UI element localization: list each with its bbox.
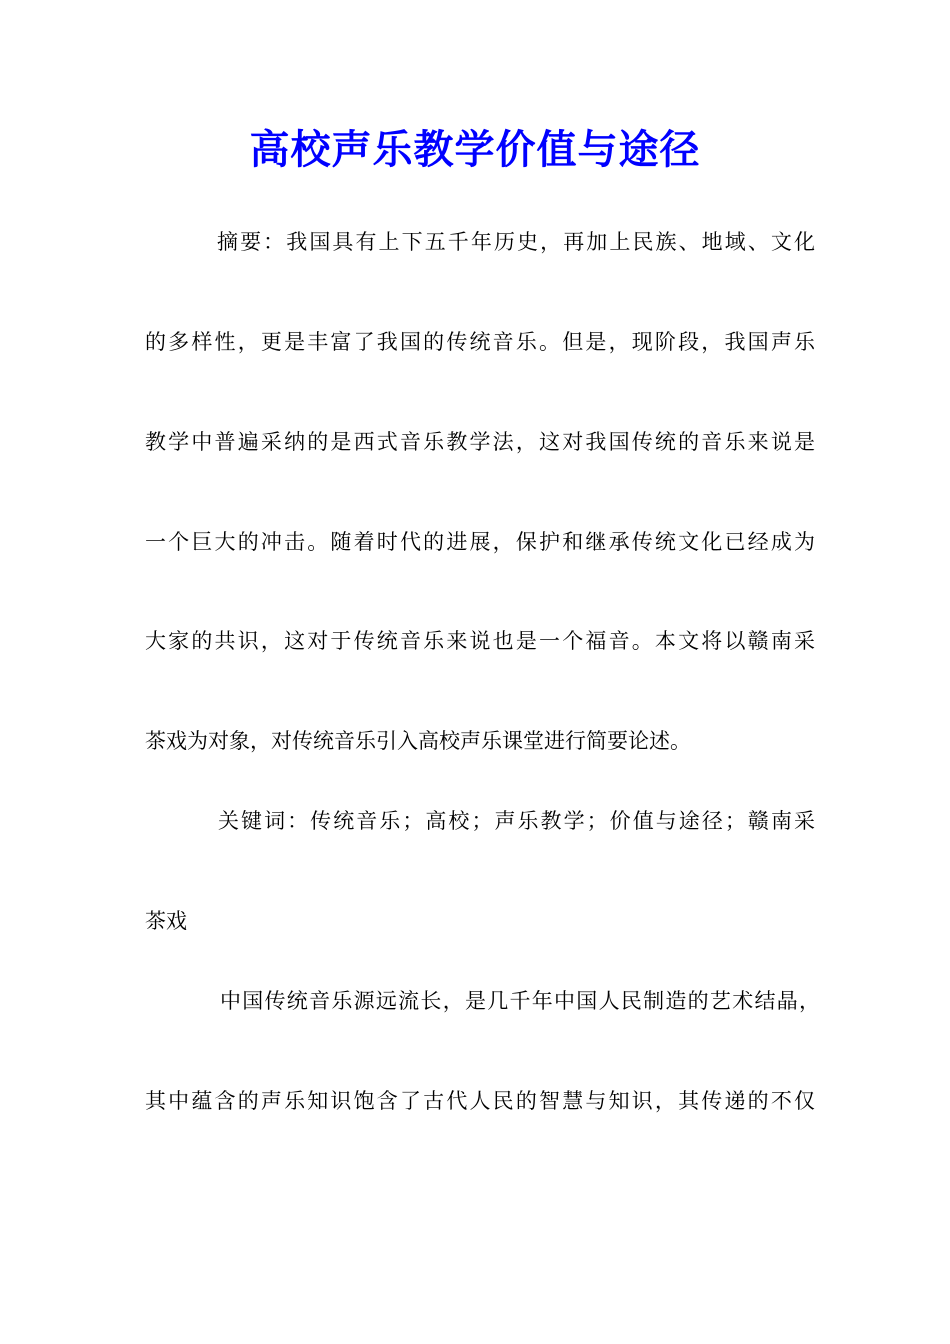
abstract-line-2: 的多样性，更是丰富了我国的传统音乐。但是，现阶段，我国声乐 bbox=[145, 330, 815, 354]
body-line-1: 中国传统音乐源远流长，是几千年中国人民制造的艺术结晶， bbox=[220, 989, 820, 1013]
document-title: 高校声乐教学价值与途径 bbox=[249, 126, 701, 173]
abstract-line-4: 一个巨大的冲击。随着时代的进展，保护和继承传统文化已经成为 bbox=[145, 530, 815, 554]
keywords-line-1: 关键词：传统音乐；高校；声乐教学；价值与途径；赣南采 bbox=[218, 809, 815, 833]
abstract-line-1: 摘要：我国具有上下五千年历史，再加上民族、地域、文化 bbox=[217, 230, 815, 254]
body-line-2: 其中蕴含的声乐知识饱含了古代人民的智慧与知识，其传递的不仅 bbox=[145, 1089, 815, 1113]
abstract-line-5: 大家的共识，这对于传统音乐来说也是一个福音。本文将以赣南采 bbox=[145, 629, 815, 653]
abstract-line-6: 茶戏为对象，对传统音乐引入高校声乐课堂进行简要论述。 bbox=[145, 729, 691, 753]
abstract-line-3: 教学中普遍采纳的是西式音乐教学法，这对我国传统的音乐来说是 bbox=[145, 430, 815, 454]
keywords-line-2: 茶戏 bbox=[145, 909, 187, 933]
